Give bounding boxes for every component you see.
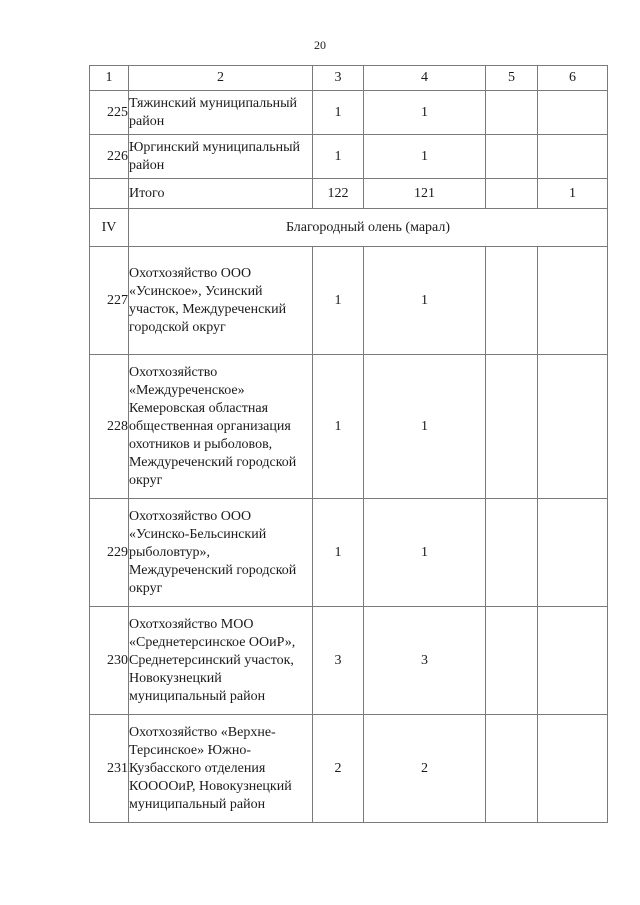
- row-number: 231: [90, 715, 129, 823]
- total-col-4: 121: [364, 179, 486, 209]
- total-col-5: [486, 179, 538, 209]
- table-header-row: [90, 66, 608, 91]
- row-name: Охотхозяйство «Верхне-Терсинское» Южно-Кузбасского отделения КООООиР, Новокузнецкий муниципальный район: [129, 715, 313, 823]
- total-col-6: 1: [538, 179, 608, 209]
- row-col-6: [538, 499, 608, 607]
- section-number: IV: [90, 209, 129, 247]
- row-col-5: [486, 135, 538, 179]
- row-number: 230: [90, 607, 129, 715]
- row-col-3: 1: [313, 355, 364, 499]
- row-col-5: [486, 607, 538, 715]
- row-col-5: [486, 499, 538, 607]
- section-title: Благородный олень (марал): [129, 209, 608, 247]
- row-number: 226: [90, 135, 129, 179]
- row-col-4: 1: [364, 135, 486, 179]
- section-row: [90, 209, 608, 247]
- total-row: [90, 179, 608, 209]
- row-col-6: [538, 715, 608, 823]
- page-number: 20: [314, 38, 326, 52]
- row-col-3: 3: [313, 607, 364, 715]
- row-name: Охотхозяйство «Междуреченское» Кемеровская областная общественная организация охотников и рыболовов, Междуреченский городской округ: [129, 355, 313, 499]
- row-col-3: 1: [313, 247, 364, 355]
- row-number: 225: [90, 91, 129, 135]
- row-col-4: 1: [364, 91, 486, 135]
- table-row: [90, 715, 608, 823]
- table-row: [90, 355, 608, 499]
- table-row: [90, 135, 608, 179]
- row-number: 229: [90, 499, 129, 607]
- row-col-4: 2: [364, 715, 486, 823]
- row-col-5: [486, 355, 538, 499]
- row-number: 228: [90, 355, 129, 499]
- total-col-3: 122: [313, 179, 364, 209]
- row-col-6: [538, 91, 608, 135]
- row-col-3: 1: [313, 499, 364, 607]
- total-label: Итого: [129, 179, 313, 209]
- header-col-1: 1: [90, 66, 129, 91]
- quota-table: [89, 65, 608, 823]
- row-col-5: [486, 91, 538, 135]
- row-col-3: 1: [313, 91, 364, 135]
- row-col-3: 2: [313, 715, 364, 823]
- row-name: Тяжинский муниципальный район: [129, 91, 313, 135]
- header-col-2: 2: [129, 66, 313, 91]
- row-col-4: 3: [364, 607, 486, 715]
- header-col-6: 6: [538, 66, 608, 91]
- table-row: [90, 499, 608, 607]
- row-col-3: 1: [313, 135, 364, 179]
- row-col-6: [538, 135, 608, 179]
- row-name: Охотхозяйство МОО «Среднетерсинское ООиР», Среднетерсинский участок, Новокузнецкий муниципальный район: [129, 607, 313, 715]
- row-col-4: 1: [364, 355, 486, 499]
- header-col-3: 3: [313, 66, 364, 91]
- row-col-6: [538, 355, 608, 499]
- row-number: 227: [90, 247, 129, 355]
- header-col-5: 5: [486, 66, 538, 91]
- row-col-4: 1: [364, 499, 486, 607]
- row-col-4: 1: [364, 247, 486, 355]
- row-col-6: [538, 607, 608, 715]
- row-name: Охотхозяйство ООО «Усинское», Усинский участок, Междуреченский городской округ: [129, 247, 313, 355]
- row-name: Охотхозяйство ООО «Усинско-Бельсинский рыболовтур», Междуреченский городской округ: [129, 499, 313, 607]
- total-number: [90, 179, 129, 209]
- table-row: [90, 247, 608, 355]
- row-col-5: [486, 715, 538, 823]
- table-row: [90, 607, 608, 715]
- header-col-4: 4: [364, 66, 486, 91]
- table-row: [90, 91, 608, 135]
- row-name: Юргинский муниципальный район: [129, 135, 313, 179]
- row-col-6: [538, 247, 608, 355]
- row-col-5: [486, 247, 538, 355]
